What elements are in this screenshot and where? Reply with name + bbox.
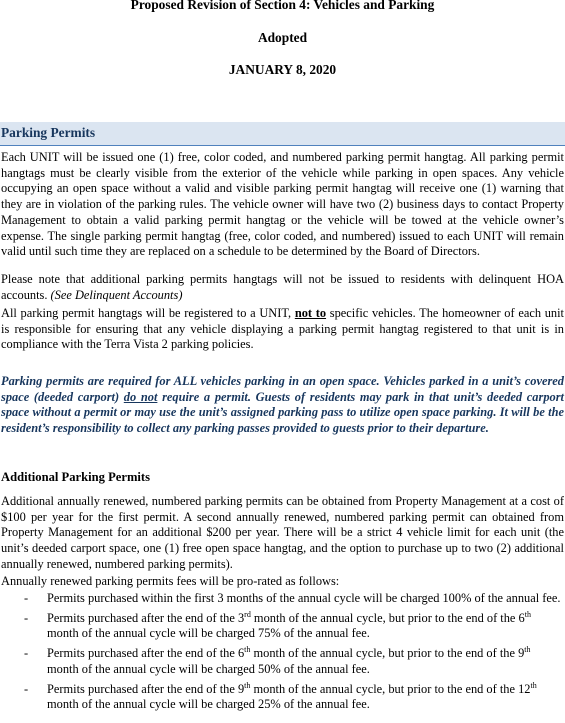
- list-item: [0, 611, 565, 642]
- paragraph-prorate-intro: Annually renewed parking permits fees will be pro-rated as follows:: [1, 574, 340, 588]
- adoption-date: JANUARY 8, 2020: [228, 62, 337, 77]
- list-item-text: month of the annual cycle, but prior to the end of the 6: [250, 610, 525, 625]
- emphasis-do-not: do not: [123, 389, 158, 404]
- dash-bullet: -: [24, 681, 29, 696]
- paragraph-text: require a permit. Guests of residents may park in that unit’s deeded carport space without a permit or may use the unit’s assigned parking pass to utilize open space parking. It will be the resident’s responsibility to collect any parking passes provided to guests prior to their departure.: [1, 389, 564, 436]
- adopted-label: Adopted: [257, 30, 308, 45]
- emphasis-not-to: not to: [294, 306, 327, 320]
- list-item: [0, 591, 565, 607]
- dash-bullet: -: [24, 610, 29, 625]
- list-item-text: month of the annual cycle, but prior to the end of the 9: [250, 646, 525, 661]
- paragraph-delinquent-accounts: [1, 272, 564, 303]
- list-item-text: month of the annual cycle will be charged 50% of the annual fee.: [47, 661, 370, 676]
- section-heading: Parking Permits: [1, 125, 96, 140]
- paragraph-open-space-notice: [1, 374, 564, 437]
- ordinal-suffix: rd: [244, 609, 251, 619]
- paragraph-text: Please note that additional parking permits hangtags will not be issued to residents with delinquent HOA accounts.: [1, 272, 564, 302]
- list-item-text: Permits purchased after the end of the 6: [47, 646, 245, 661]
- list-item-text: Permits purchased after the end of the 9: [47, 681, 245, 696]
- paragraph-additional-permits: Additional annually renewed, numbered parking permits can be obtained from Property Management at a cost of $100 per year for the first permit. A second annually renewed, numbered parking permit can obtained from Property Management for an additional $200 per year. There will be a strict 4 vehicle limit for each unit (the unit’s deeded carport space, one (1) free open space hangtag, and the option to purchase up to two (2) additional annually renewed, numbered parking permits).: [1, 494, 564, 571]
- list-item-text: month of the annual cycle will be charged 25% of the annual fee.: [47, 697, 370, 712]
- ordinal-suffix: th: [524, 644, 531, 654]
- document-title: Proposed Revision of Section 4: Vehicles and Parking: [130, 0, 435, 12]
- ordinal-suffix: th: [524, 609, 531, 619]
- paragraph-text: Parking permits are required for ALL vehicles parking in an open space. Vehicles parked in a unit’s covered space (deeded carport): [1, 374, 564, 404]
- list-item-text: month of the annual cycle will be charged 75% of the annual fee.: [47, 626, 370, 641]
- ordinal-suffix: th: [244, 680, 251, 690]
- delinquent-accounts-reference: (See Delinquent Accounts): [50, 287, 183, 302]
- paragraph-hangtag-registration: [1, 306, 564, 353]
- list-item-text: Permits purchased within the first 3 months of the annual cycle will be charged 100% of the annual fee.: [47, 591, 561, 605]
- list-item-text: Permits purchased after the end of the 3: [47, 610, 245, 625]
- list-item-text: month of the annual cycle, but prior to the end of the 12: [250, 681, 531, 696]
- section-heading-bar: [0, 122, 565, 146]
- ordinal-suffix: th: [244, 644, 251, 654]
- prorate-list: [0, 591, 565, 717]
- paragraph-hangtag-issuance: Each UNIT will be issued one (1) free, color coded, and numbered parking permit hangtag. All parking permit hangtags must be clearly visible from the exterior of the vehicle while parking in open spaces. Any vehicle occupying an open space without a valid and visible parking permit hangtag will receive one (1) warning that they are in violation of the parking rules. The vehicle owner will have two (2) business days to contact Property Management to obtain a valid parking permit hangtag or the vehicle will be towed at the vehicle owner’s expense. The single parking permit hangtag (free, color coded, and numbered) issued to each UNIT will remain valid until such time they are replaced on a schedule to be determined by the Board of Directors.: [1, 150, 564, 259]
- additional-permits-heading: Additional Parking Permits: [1, 470, 151, 484]
- ordinal-suffix: th: [530, 680, 537, 690]
- dash-bullet: -: [24, 646, 29, 661]
- list-item: [0, 646, 565, 677]
- paragraph-text: specific vehicles. The homeowner of each unit is responsible for ensuring that any vehicle displaying a parking permit hangtag registered to that unit is in compliance with the Terra Vista 2 parking policies.: [1, 306, 564, 352]
- paragraph-text: All parking permit hangtags will be registered to a UNIT,: [1, 306, 295, 320]
- list-item: [0, 682, 565, 713]
- dash-bullet: -: [24, 591, 29, 605]
